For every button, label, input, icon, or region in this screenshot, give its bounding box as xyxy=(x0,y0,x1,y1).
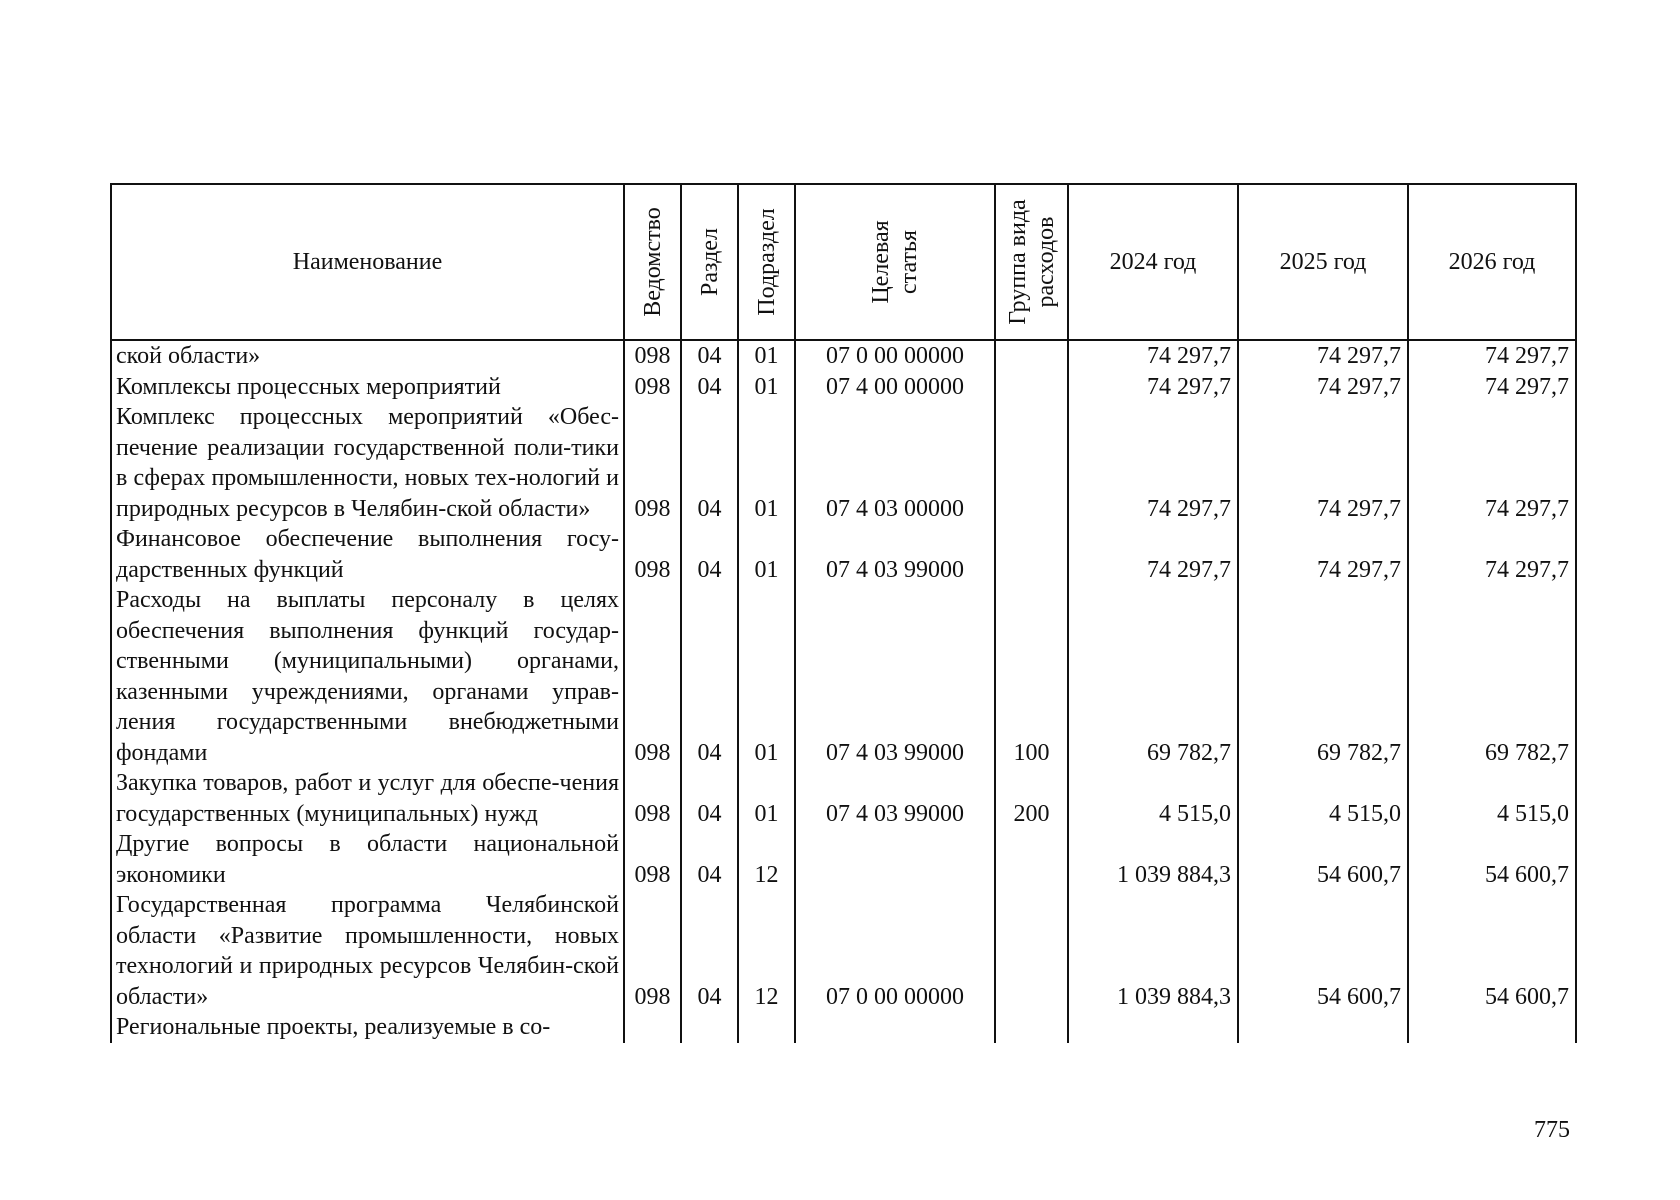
row-razdel: 04 xyxy=(681,768,738,829)
row-razdel xyxy=(681,1012,738,1043)
row-value-2025: 74 297,7 xyxy=(1238,524,1408,585)
row-value-2026: 74 297,7 xyxy=(1408,340,1576,372)
row-name: Другие вопросы в области национальной экономики xyxy=(111,829,624,890)
row-value-2024: 69 782,7 xyxy=(1068,585,1238,768)
table-body xyxy=(111,340,1576,1043)
row-value-2026: 54 600,7 xyxy=(1408,829,1576,890)
row-vedomstvo xyxy=(624,1012,681,1043)
row-name: Региональные проекты, реализуемые в со- xyxy=(111,1012,624,1043)
header-podrazdel: Подраздел xyxy=(738,184,795,340)
row-value-2025: 74 297,7 xyxy=(1238,372,1408,403)
row-razdel: 04 xyxy=(681,340,738,372)
row-podrazdel: 12 xyxy=(738,890,795,1012)
row-vedomstvo: 098 xyxy=(624,890,681,1012)
table-row xyxy=(111,585,1576,768)
row-gruppa xyxy=(995,829,1068,890)
row-razdel: 04 xyxy=(681,585,738,768)
row-value-2024: 74 297,7 xyxy=(1068,524,1238,585)
row-value-2024: 74 297,7 xyxy=(1068,402,1238,524)
row-vedomstvo: 098 xyxy=(624,402,681,524)
row-value-2026: 74 297,7 xyxy=(1408,402,1576,524)
row-name: ской области» xyxy=(111,340,624,372)
header-vedomstvo: Ведомство xyxy=(624,184,681,340)
table-row xyxy=(111,1012,1576,1043)
row-value-2025: 74 297,7 xyxy=(1238,402,1408,524)
row-value-2026: 74 297,7 xyxy=(1408,372,1576,403)
header-2026: 2026 год xyxy=(1408,184,1576,340)
row-celevaya-statya: 07 4 03 99000 xyxy=(795,524,995,585)
row-gruppa: 200 xyxy=(995,768,1068,829)
row-value-2025: 74 297,7 xyxy=(1238,340,1408,372)
row-celevaya-statya xyxy=(795,829,995,890)
row-vedomstvo: 098 xyxy=(624,829,681,890)
header-2025: 2025 год xyxy=(1238,184,1408,340)
header-gruppa-rashodov: Группа вида расходов xyxy=(995,184,1068,340)
budget-table xyxy=(110,183,1577,1043)
row-podrazdel: 01 xyxy=(738,524,795,585)
row-gruppa xyxy=(995,340,1068,372)
row-razdel: 04 xyxy=(681,372,738,403)
row-celevaya-statya: 07 4 03 00000 xyxy=(795,402,995,524)
row-value-2025: 54 600,7 xyxy=(1238,829,1408,890)
row-value-2024: 74 297,7 xyxy=(1068,372,1238,403)
row-vedomstvo: 098 xyxy=(624,372,681,403)
row-podrazdel: 01 xyxy=(738,340,795,372)
row-razdel: 04 xyxy=(681,829,738,890)
row-celevaya-statya: 07 4 00 00000 xyxy=(795,372,995,403)
row-podrazdel: 01 xyxy=(738,585,795,768)
row-podrazdel xyxy=(738,1012,795,1043)
table-row xyxy=(111,829,1576,890)
row-celevaya-statya: 07 4 03 99000 xyxy=(795,768,995,829)
table-row xyxy=(111,524,1576,585)
row-vedomstvo: 098 xyxy=(624,524,681,585)
row-podrazdel: 01 xyxy=(738,402,795,524)
row-value-2025: 54 600,7 xyxy=(1238,890,1408,1012)
row-name: Закупка товаров, работ и услуг для обеспе-чения государственных (муниципальных) нужд xyxy=(111,768,624,829)
row-razdel: 04 xyxy=(681,524,738,585)
row-gruppa xyxy=(995,1012,1068,1043)
row-value-2025: 4 515,0 xyxy=(1238,768,1408,829)
table-row xyxy=(111,890,1576,1012)
table-row xyxy=(111,340,1576,372)
row-value-2024: 1 039 884,3 xyxy=(1068,890,1238,1012)
row-gruppa xyxy=(995,402,1068,524)
row-gruppa xyxy=(995,890,1068,1012)
row-value-2026: 69 782,7 xyxy=(1408,585,1576,768)
row-gruppa xyxy=(995,372,1068,403)
row-vedomstvo: 098 xyxy=(624,340,681,372)
row-podrazdel: 01 xyxy=(738,768,795,829)
row-celevaya-statya: 07 4 03 99000 xyxy=(795,585,995,768)
header-2024: 2024 год xyxy=(1068,184,1238,340)
row-name: Комплексы процессных мероприятий xyxy=(111,372,624,403)
table-row xyxy=(111,372,1576,403)
row-name: Расходы на выплаты персоналу в целях обеспечения выполнения функций государ-ственными (муниципальными) органами, казенными учреждениями, органами управ-ления государственными внебюджетными фондами xyxy=(111,585,624,768)
row-name: Финансовое обеспечение выполнения госу-дарственных функций xyxy=(111,524,624,585)
row-celevaya-statya: 07 0 00 00000 xyxy=(795,340,995,372)
row-value-2024: 1 039 884,3 xyxy=(1068,829,1238,890)
row-value-2026: 4 515,0 xyxy=(1408,768,1576,829)
row-celevaya-statya xyxy=(795,1012,995,1043)
page-number: 775 xyxy=(1534,1117,1570,1143)
row-value-2025: 69 782,7 xyxy=(1238,585,1408,768)
row-value-2025 xyxy=(1238,1012,1408,1043)
row-celevaya-statya: 07 0 00 00000 xyxy=(795,890,995,1012)
row-value-2026: 74 297,7 xyxy=(1408,524,1576,585)
row-value-2024 xyxy=(1068,1012,1238,1043)
row-podrazdel: 12 xyxy=(738,829,795,890)
row-gruppa xyxy=(995,524,1068,585)
row-name: Комплекс процессных мероприятий «Обес-печение реализации государственной поли-тики в сферах промышленности, новых тех-нологий и природных ресурсов в Челябин-ской области» xyxy=(111,402,624,524)
row-razdel: 04 xyxy=(681,402,738,524)
row-razdel: 04 xyxy=(681,890,738,1012)
row-vedomstvo: 098 xyxy=(624,768,681,829)
header-razdel: Раздел xyxy=(681,184,738,340)
table-row xyxy=(111,402,1576,524)
row-value-2024: 4 515,0 xyxy=(1068,768,1238,829)
row-vedomstvo: 098 xyxy=(624,585,681,768)
row-gruppa: 100 xyxy=(995,585,1068,768)
row-value-2024: 74 297,7 xyxy=(1068,340,1238,372)
row-value-2026: 54 600,7 xyxy=(1408,890,1576,1012)
header-celevaya-statya: Целевая статья xyxy=(795,184,995,340)
table-header-row xyxy=(111,184,1576,340)
table-row xyxy=(111,768,1576,829)
header-name: Наименование xyxy=(111,184,624,340)
row-name: Государственная программа Челябинской области «Развитие промышленности, новых технологий и природных ресурсов Челябин-ской области» xyxy=(111,890,624,1012)
row-value-2026 xyxy=(1408,1012,1576,1043)
row-podrazdel: 01 xyxy=(738,372,795,403)
